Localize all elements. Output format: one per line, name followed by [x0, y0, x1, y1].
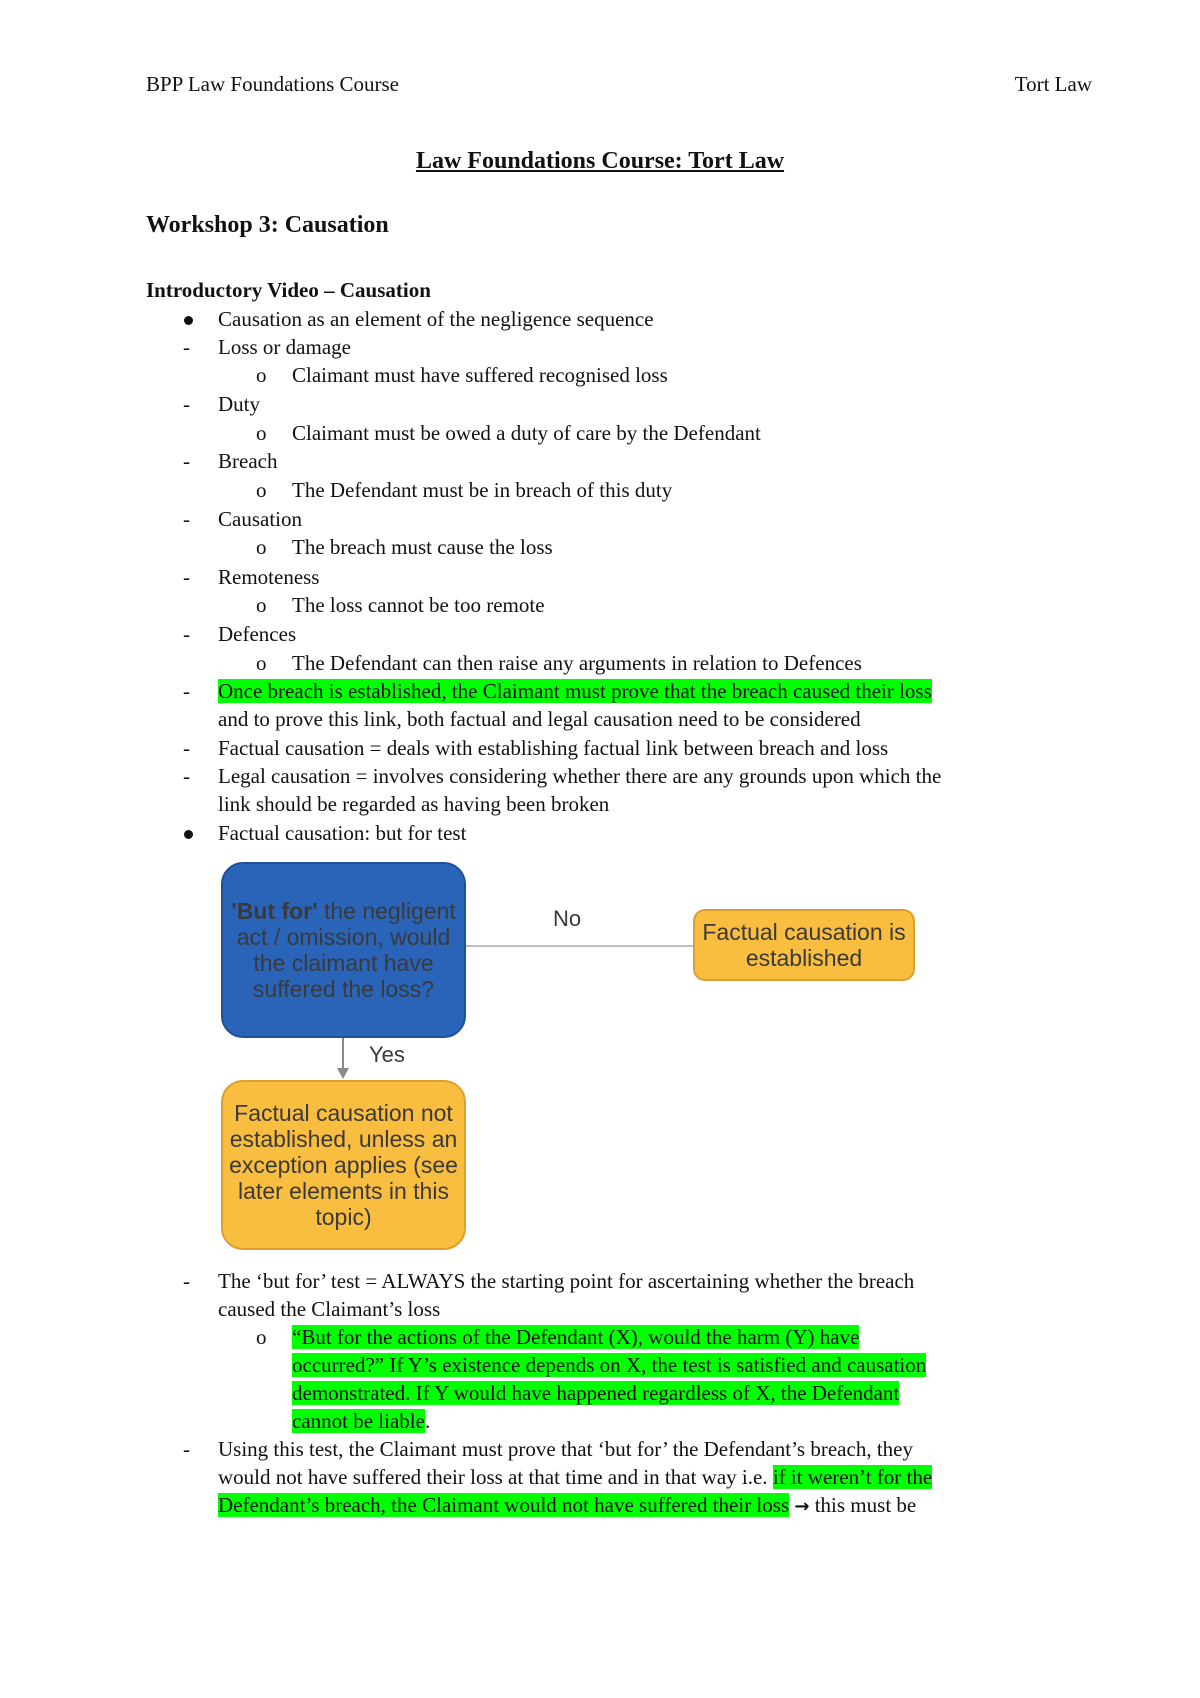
- but-for-emphasis: 'But for': [231, 898, 318, 924]
- dash-marker: -: [183, 335, 190, 359]
- document-title: Law Foundations Course: Tort Law: [415, 148, 785, 174]
- arrow-down-icon: [337, 1068, 349, 1079]
- list-item: Loss or damage: [218, 335, 351, 359]
- sub-marker: o: [256, 421, 267, 445]
- dash-marker: -: [183, 679, 190, 703]
- list-item: Breach: [218, 449, 278, 473]
- causation-not-established-box: [221, 1080, 466, 1250]
- dash-marker: -: [183, 622, 190, 646]
- dash-marker: -: [183, 736, 190, 760]
- dash-marker: -: [183, 565, 190, 589]
- sub-marker: o: [256, 535, 267, 559]
- list-item: Causation as an element of the negligence sequence: [218, 307, 654, 331]
- dash-marker: -: [183, 1269, 190, 1293]
- sub-marker: o: [256, 478, 267, 502]
- highlight: cannot be liable: [292, 1409, 425, 1433]
- list-item: Defences: [218, 622, 297, 646]
- workshop-heading: Workshop 3: Causation: [146, 212, 389, 238]
- sub-marker: o: [256, 593, 267, 617]
- list-item-continued: [218, 1492, 916, 1520]
- highlight: occurred?” If Y’s existence depends on X, the test is satisfied and causation: [292, 1353, 927, 1377]
- highlight: “But for the actions of the Defendant (X), would the harm (Y) have: [292, 1325, 860, 1349]
- quote-line: [292, 1408, 430, 1435]
- header-subject: Tort Law: [1014, 72, 1092, 96]
- list-item: The ‘but for’ test = ALWAYS the starting point for ascertaining whether the breach: [218, 1269, 915, 1293]
- list-item: Causation: [218, 507, 302, 531]
- list-item: Duty: [218, 392, 260, 416]
- no-label: No: [553, 906, 582, 931]
- list-subitem: The Defendant must be in breach of this duty: [292, 478, 673, 502]
- question-text: the negligent act / omission, would the claimant have suffered the loss?: [236, 898, 456, 1002]
- dash-marker: -: [183, 449, 190, 473]
- list-item: Remoteness: [218, 565, 320, 589]
- list-item-continued: link should be regarded as having been broken: [218, 792, 610, 816]
- quote-line: [292, 1324, 859, 1351]
- highlight: if it weren’t for the: [772, 1465, 933, 1489]
- dash-marker: -: [183, 392, 190, 416]
- dash-marker: -: [183, 507, 190, 531]
- list-subitem: Claimant must be owed a duty of care by the Defendant: [292, 421, 761, 445]
- plain-text: would not have suffered their loss at that time and in that way i.e.: [218, 1465, 773, 1489]
- yes-label: Yes: [369, 1042, 405, 1067]
- dash-marker: -: [183, 764, 190, 788]
- list-item: Factual causation = deals with establishing factual link between breach and loss: [218, 736, 889, 760]
- list-item-continued: and to prove this link, both factual and legal causation need to be considered: [218, 707, 861, 731]
- but-for-question-box: [221, 862, 466, 1038]
- sub-marker: o: [256, 363, 267, 387]
- list-item: Factual causation: but for test: [218, 821, 467, 845]
- header-course: BPP Law Foundations Course: [146, 72, 399, 96]
- plain-text: this must be: [809, 1493, 917, 1517]
- quote-line: [292, 1380, 899, 1407]
- highlight: Once breach is established, the Claimant must prove that the breach caused their loss: [218, 679, 932, 703]
- list-subitem: The loss cannot be too remote: [292, 593, 545, 617]
- highlight: demonstrated. If Y would have happened regardless of X, the Defendant: [292, 1381, 900, 1405]
- quote-line: [292, 1352, 926, 1379]
- established-text: Factual causation is established: [702, 919, 906, 971]
- list-subitem: The breach must cause the loss: [292, 535, 553, 559]
- list-subitem: Claimant must have suffered recognised loss: [292, 363, 668, 387]
- causation-established-box: [693, 909, 915, 981]
- list-item-continued: caused the Claimant’s loss: [218, 1297, 441, 1321]
- list-item-continued: [218, 1464, 932, 1491]
- period: .: [424, 1409, 431, 1433]
- highlight: Defendant’s breach, the Claimant would not have suffered their loss: [218, 1493, 790, 1517]
- arrow-right-icon: →: [794, 1496, 810, 1517]
- intro-heading: Introductory Video – Causation: [146, 278, 431, 302]
- not-established-text: Factual causation not established, unless an exception applies (see later elements in this topic): [229, 1100, 458, 1230]
- list-subitem: The Defendant can then raise any arguments in relation to Defences: [292, 651, 862, 675]
- list-item: Using this test, the Claimant must prove that ‘but for’ the Defendant’s breach, they: [218, 1437, 913, 1461]
- list-item: Legal causation = involves considering whether there are any grounds upon which the: [218, 764, 942, 788]
- dash-marker: -: [183, 1437, 190, 1461]
- sub-marker: o: [256, 651, 267, 675]
- sub-marker: o: [256, 1325, 267, 1349]
